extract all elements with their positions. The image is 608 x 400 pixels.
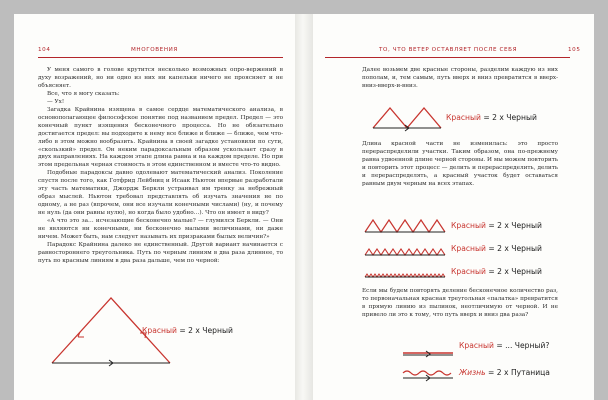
right-paragraph-3: Если мы будем повторять деление бесконечное количество раз, то первоначальная красная треугольная «палатка» превратится в прямую линию из пылинок, неотличимую от черной. И не привело ли это к тому, что путь вверх и вниз два раза?: [362, 288, 558, 318]
equation-label: = 2 х Черный: [488, 267, 542, 276]
right-paragraph-2: Длина красной части не изменилась: это просто перераспределили участки. Таким образом, она по-прежнему равна удвоенной длине черной стороны. И мы можем повторить и повторить этот процесс — делить и перераспределить, делить и перераспределять, а красный участок будет оставаться равным двум черным на всех этапах.: [362, 141, 558, 187]
red-squiggle-line: [403, 371, 451, 375]
equation-label: = 2 х Черный: [483, 113, 537, 122]
right-figure-label-6: [459, 368, 550, 377]
left-paragraph: У меня самого в голове крутится несколько возможных опро-вержений в духу возражений, но ни одно из них ни капельки ничего не проясняет и не объясняет.: [38, 67, 283, 89]
book-gutter: [295, 14, 313, 400]
right-page-number: 105: [568, 47, 581, 53]
equation-label: = 2 х Черный: [488, 244, 542, 253]
left-paragraph: — Ух!: [47, 98, 65, 105]
right-running-head: ТО, ЧТО ВЕТЕР ОСТАВЛЯЕТ ПОСЛЕ СЕБЯ: [379, 47, 518, 53]
right-page: [313, 14, 594, 400]
left-paragraph: Все, что я могу сказать:: [47, 90, 120, 97]
red-word-label: Красный: [446, 113, 481, 122]
left-paragraph: Подобные парадоксы давно одолевают математический анализ. Поколение спустя после того, как Готфрид Лейбниц и Исаак Ньютон впервые разработали эту часть математики, Джордж Беркли устраивал им тренку за небрежный образ мыслей. Ньютон требовал представлять об изучать значения не по одному, а не раз (впрочем, они все изучали конечными числами) (ну, и почему не нуль (да они равны нулю), но когда было удобно…). Что он имеет в виду?: [38, 170, 283, 217]
red-word-label: Красный: [459, 341, 494, 350]
red-triangle-figure: [14, 14, 295, 400]
left-paragraph: Парадокс Крайнина далеко не единственный. Другой вариант начинается с равностороннего треугольника. Путь по черным линиям в два раза длиннее, то путь по красным линиям в два раза дальше, чем по черной:: [38, 241, 283, 264]
red-word-label: Красный: [451, 221, 486, 230]
right-paragraph-1: Далее возьмем две красные стороны, разделим каждую из них пополам, и, тем самым, путь вверх и вниз превратится в вверх-вниз-вверх-и-вниз.: [362, 67, 558, 89]
red-word-label: Красный: [142, 326, 177, 335]
red-word-label: Красный: [451, 267, 486, 276]
question-label: = ... Черный?: [496, 341, 550, 350]
left-page-number: 104: [38, 47, 51, 53]
left-paragraph: Загадка Крайнина изящена в самое сердце математического анализа, в основополагающее философское понятие под названием предел. Предел — это конечный пункт изящения бесконечного процесса. Но не обязательно достигается предел: вы подходите к нему все ближе и ближе — ближе, чем что-либо в этом можно вообразить. Крайнина в своей загадке установили по сути, «скользкий» предел. Он неким парадоксальным образом ускользает сразу в двух направлениях. На каждом этапе длина равна и на каждом пределе. Но при этом предельная черная стоимость в этом единственном и вместе что-то видно.: [38, 106, 283, 169]
left-paragraph: «А что это за… исчезающие бесконечно малые? — глумился Беркли. — Они не являются ни конечными, ни бесконечно малыми величинами, ни даже ничем. Может быть, нам следует называть их призраками былых величин?»: [38, 218, 283, 241]
red-word-label: Красный: [451, 244, 486, 253]
left-page: [14, 14, 295, 400]
muddle-label: = 2 х Путаница: [488, 368, 550, 377]
equation-label: = 2 х Черный: [179, 326, 233, 335]
life-figure: [313, 14, 594, 400]
left-figure-label: [142, 326, 233, 335]
left-running-head: МНОГОВЕНИЯ: [131, 47, 178, 53]
equation-label: = 2 х Черный: [488, 221, 542, 230]
life-word-label: Жизнь: [459, 368, 486, 377]
